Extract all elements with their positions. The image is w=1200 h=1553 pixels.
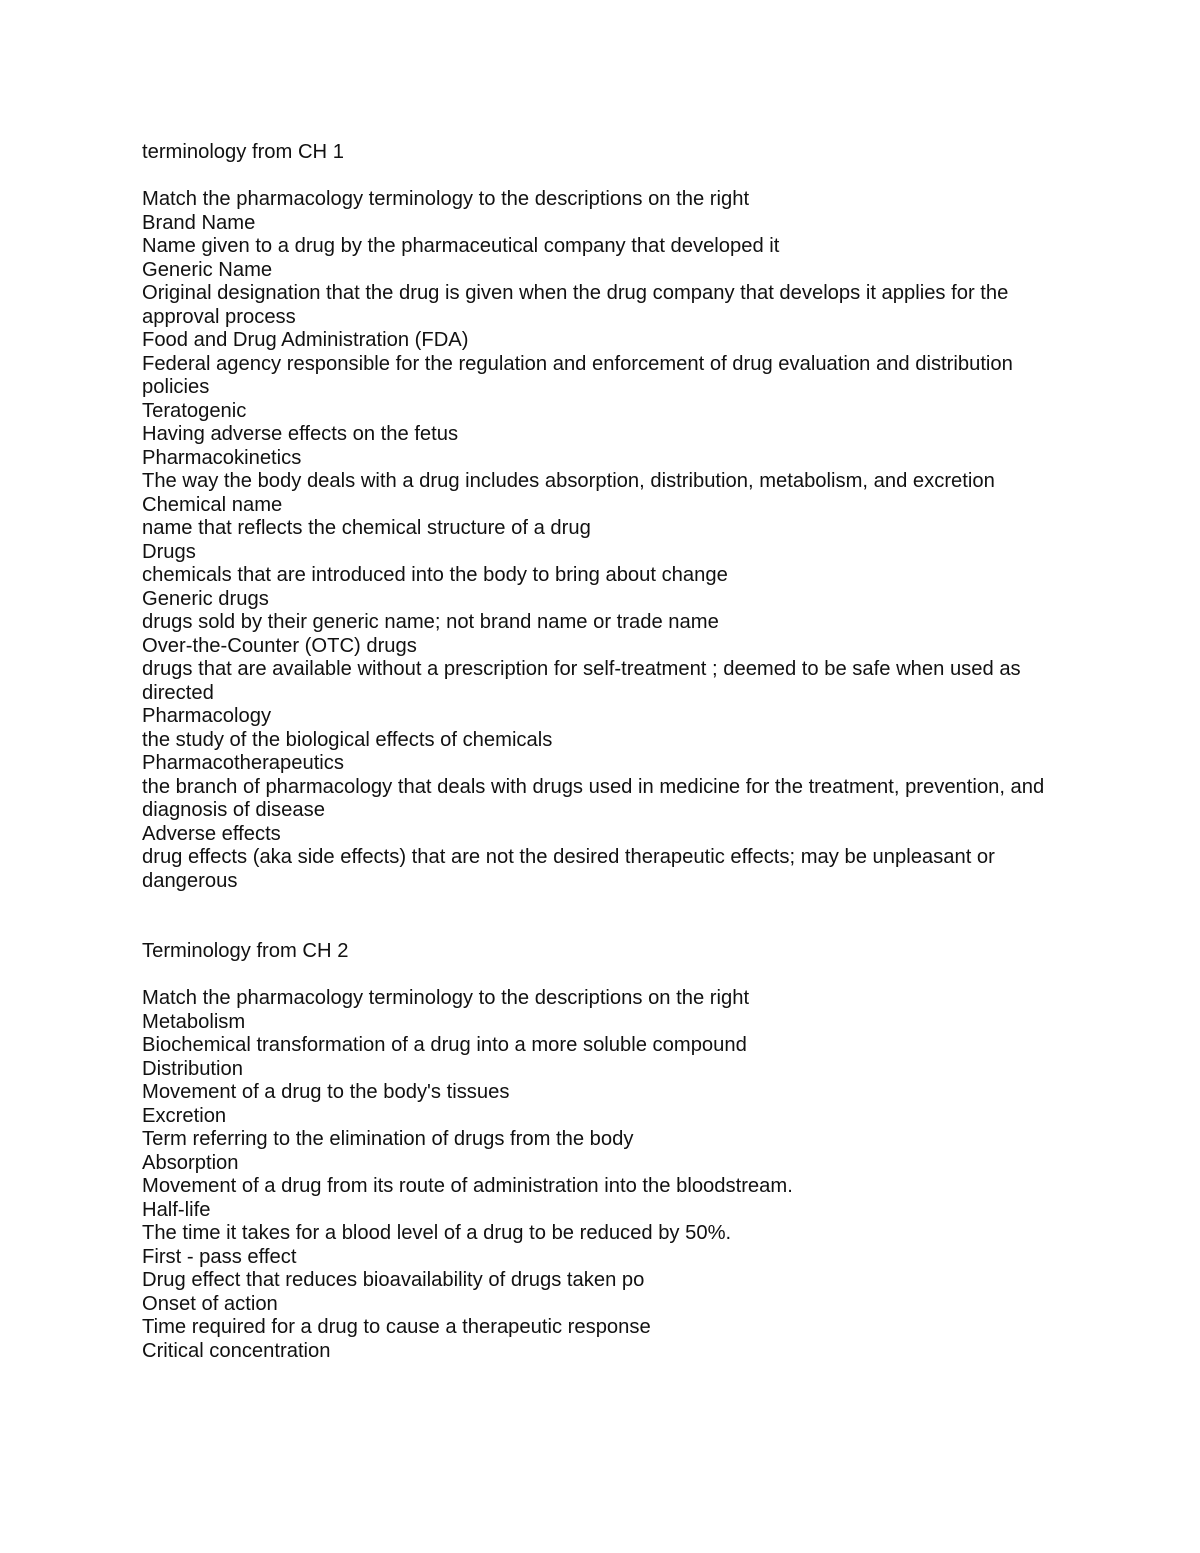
term-line: Generic Name	[142, 258, 273, 281]
definition-line: Biochemical transformation of a drug into a more soluble compound	[142, 1034, 747, 1056]
definition-line: chemicals that are introduced into the body to bring about change	[142, 564, 728, 586]
definition-line: Movement of a drug to the body's tissues	[142, 1081, 510, 1103]
term-line: Half-life	[142, 1198, 211, 1221]
term-line: Drugs	[142, 540, 196, 563]
definition-line: Time required for a drug to cause a therapeutic response	[142, 1316, 651, 1338]
definition-line: the branch of pharmacology that deals with drugs used in medicine for the treatment, prevention, and diagnosis of disease	[142, 775, 1045, 821]
definition-line: the study of the biological effects of chemicals	[142, 728, 553, 751]
term-line: Adverse effects	[142, 822, 281, 845]
definition-line: name that reflects the chemical structure of a drug	[142, 517, 591, 539]
section-title: Terminology from CH 2	[142, 940, 349, 962]
document-page	[142, 141, 1062, 1363]
definition-line: Drug effect that reduces bioavailability of drugs taken po	[142, 1269, 645, 1291]
definition-line: Movement of a drug from its route of administration into the bloodstream.	[142, 1175, 793, 1197]
term-line: Metabolism	[142, 1010, 246, 1033]
term-line: Distribution	[142, 1057, 243, 1080]
instruction-line: Match the pharmacology terminology to the descriptions on the right	[142, 987, 750, 1009]
term-line: Pharmacology	[142, 705, 272, 727]
term-line: Absorption	[142, 1151, 239, 1174]
definition-line: drugs sold by their generic name; not brand name or trade name	[142, 611, 719, 633]
definition-line: drugs that are available without a prescription for self-treatment ; deemed to be safe when used as directed	[142, 658, 1021, 704]
section-lines	[142, 987, 1062, 1363]
term-line: Pharmacokinetics	[142, 446, 302, 469]
term-line: First - pass effect	[142, 1245, 297, 1268]
definition-line: drug effects (aka side effects) that are not the desired therapeutic effects; may be unpleasant or dangerous	[142, 846, 995, 892]
term-line: Onset of action	[142, 1292, 278, 1315]
term-line: Excretion	[142, 1104, 227, 1127]
section-lines	[142, 188, 1062, 893]
term-line: Teratogenic	[142, 399, 247, 422]
definition-line: The way the body deals with a drug includes absorption, distribution, metabolism, and excretion	[142, 470, 995, 492]
term-line: Critical concentration	[142, 1339, 331, 1362]
section-title: terminology from CH 1	[142, 141, 344, 163]
instruction-line: Match the pharmacology terminology to the descriptions on the right	[142, 188, 750, 210]
section-ch1	[142, 141, 1062, 893]
definition-line: The time it takes for a blood level of a drug to be reduced by 50%.	[142, 1222, 732, 1244]
definition-line: Name given to a drug by the pharmaceutical company that developed it	[142, 235, 780, 257]
term-line: Over-the-Counter (OTC) drugs	[142, 634, 417, 657]
section-ch2	[142, 940, 1062, 1363]
definition-line: Original designation that the drug is given when the drug company that develops it applies for the approval process	[142, 282, 1009, 328]
term-line: Pharmacotherapeutics	[142, 752, 344, 774]
term-line: Brand Name	[142, 211, 256, 234]
definition-line: Federal agency responsible for the regulation and enforcement of drug evaluation and distribution policies	[142, 352, 1013, 398]
definition-line: Having adverse effects on the fetus	[142, 423, 459, 445]
term-line: Generic drugs	[142, 587, 269, 610]
term-line: Food and Drug Administration (FDA)	[142, 329, 469, 351]
term-line: Chemical name	[142, 493, 283, 516]
definition-line: Term referring to the elimination of drugs from the body	[142, 1128, 634, 1150]
